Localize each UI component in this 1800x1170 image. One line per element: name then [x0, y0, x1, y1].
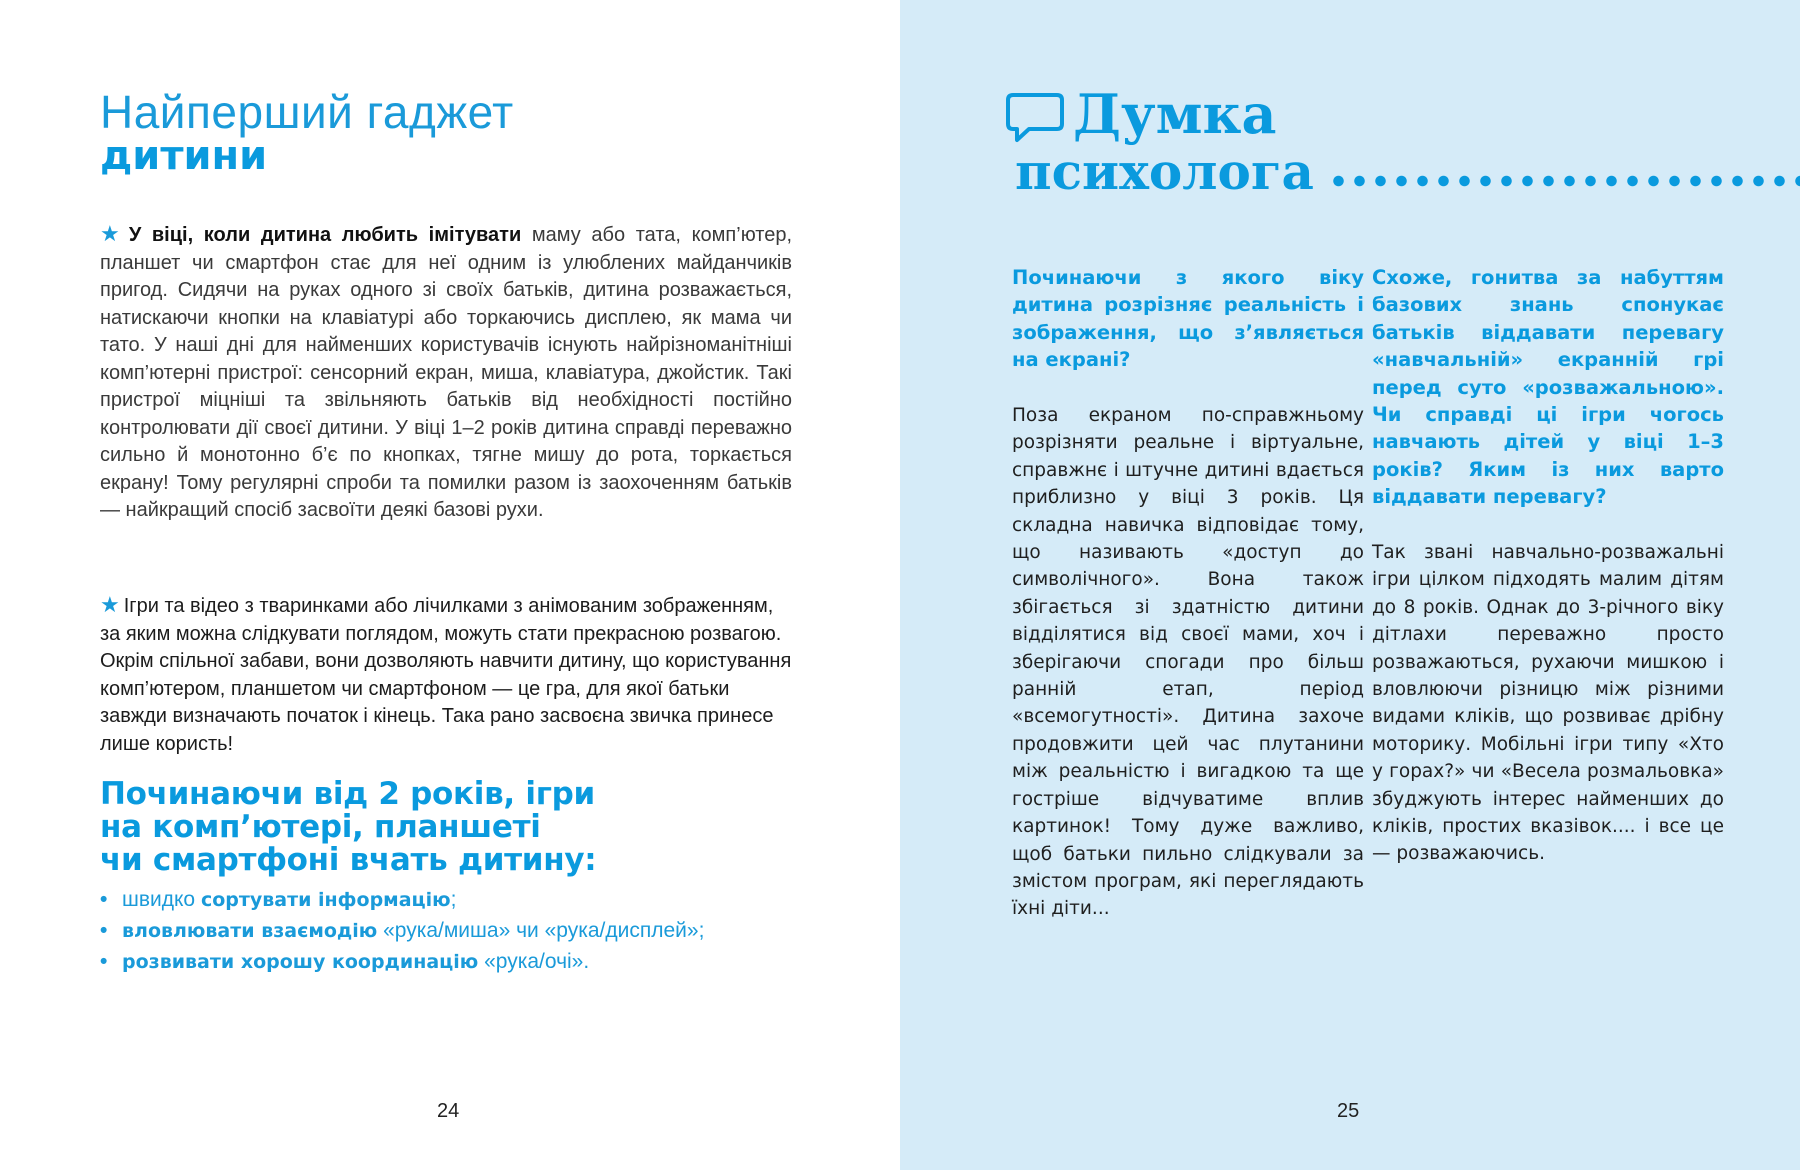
- page-title-light: Найперший гаджет: [100, 86, 514, 138]
- dotted-leader: [1328, 174, 1800, 188]
- bullet-bold: сортувати інформацію: [200, 889, 451, 911]
- list-item: [100, 884, 704, 915]
- bullet-text: швидко: [122, 888, 201, 911]
- skills-list: [100, 884, 704, 977]
- star-icon: ★: [100, 592, 120, 617]
- question-2: Схоже, гонитва за набуттям базових знань спонукає батьків віддавати перевагу «навчальній» екранній грі перед суто «розважальною». Чи справді ці ігри чогось навчають дітей у віці 1–3 років? Яким із них варто віддавати перевагу?: [1372, 266, 1724, 509]
- title-line-2: психолога: [1015, 142, 1314, 201]
- title-line-1: Думка: [1073, 82, 1277, 146]
- page-title-bold: дитини: [100, 133, 268, 179]
- bullet-text: «рука/очі».: [478, 950, 590, 973]
- answer-1: Поза екраном по-справжньому розрізняти реальне і віртуальне, справжнє і штучне дитині вдається приблизно у віці 3 років. Ця складна навичка відповідає тому, що називають «доступ до символічного». Вона також збігається зі здатністю дитини відділятися від своєї мами, хоч і зберігаючи спогади про більш ранній етап, період «всемогутності». Дитина захоче продовжити цей час плутанини між реальністю і вигадкою та ще гостріше відчуватиме вплив картинок! Тому дуже важливо, щоб батьки пильно слідкували за змістом програм, які переглядають їхні діти...: [1012, 405, 1364, 920]
- bullet-text: ;: [450, 888, 457, 911]
- paragraph-text: Ігри та відео з тваринками або лічилками з анімованим зображенням, за яким можна слідкувати поглядом, можуть стати прекрасною розвагою. Окрім спільної забави, вони дозволяють навчити дитину, що користування комп’ютером, планшетом чи смартфоном — це гра, для якої батьки завжди визначають початок і кінець. Така рано засвоєна звичка принесе лише користь!: [100, 595, 792, 755]
- star-icon: ★: [100, 221, 125, 246]
- question-1: Починаючи з якого віку дитина розрізняє реальність і зображення, що з’являється на екрані?: [1012, 266, 1364, 372]
- subheading-line: на комп’ютері, планшеті: [100, 809, 541, 845]
- bullet-text: «рука/миша» чи «рука/дисплей»;: [377, 919, 705, 942]
- list-item: [100, 915, 704, 946]
- subheading-from-2-years: [100, 778, 820, 877]
- subheading-line: чи смартфоні вчать дитину:: [100, 842, 597, 878]
- page-number: 25: [1337, 1100, 1360, 1122]
- paragraph-text: маму або тата, комп’ютер, планшет чи смартфон стає для неї одним із улюблених майданчиків пригод. Сидячи на руках одного зі своїх батьків, дитина розважається, натискаючи кнопки на клавіатурі або торкаючись дисплею, як мама чи тато. У наші дні для найменших користувачів існують найрізноманітніші комп’ютерні пристрої: сенсорний екран, миша, клавіатура, джойстик. Такі пристрої міцніші та звільняють батьків від необхідності постійно контролювати дії своєї дитини. У віці 1–2 років дитина справді переважно сильно й монотонно б’є по кнопках, тягне мишу до рота, торкається екрану! Тому регулярні спроби та помилки разом із заохоченням батьків — найкращий спосіб засвоїти деякі базові рухи.: [100, 224, 793, 521]
- speech-bubble-icon: [1005, 92, 1065, 144]
- answer-2: Так звані навчально-розважальні ігри цілком підходять малим дітям до 8 років. Однак до 3-річного віку дітлахи переважно просто розважаються, рухаючи мишкою і вловлюючи різницю між різними видами кліків, що розвиває дрібну моторику. Мобільні ігри типу «Хто у горах?» чи «Весела розмальовка» збуджують інтерес найменших до кліків, простих вказівок.... і все це — розважаючись.: [1372, 542, 1724, 865]
- bullet-bold: вловлювати взаємодію: [122, 920, 378, 942]
- list-item: [100, 946, 704, 977]
- paragraph-imitation: [100, 220, 792, 525]
- paragraph-lead: У віці, коли дитина любить імітувати: [128, 224, 522, 246]
- bullet-bold: розвивати хорошу координацію: [122, 951, 479, 973]
- subheading-line: Починаючи від 2 років, ігри: [100, 776, 595, 812]
- paragraph-games-video: [100, 591, 792, 758]
- page-number: 24: [437, 1100, 460, 1122]
